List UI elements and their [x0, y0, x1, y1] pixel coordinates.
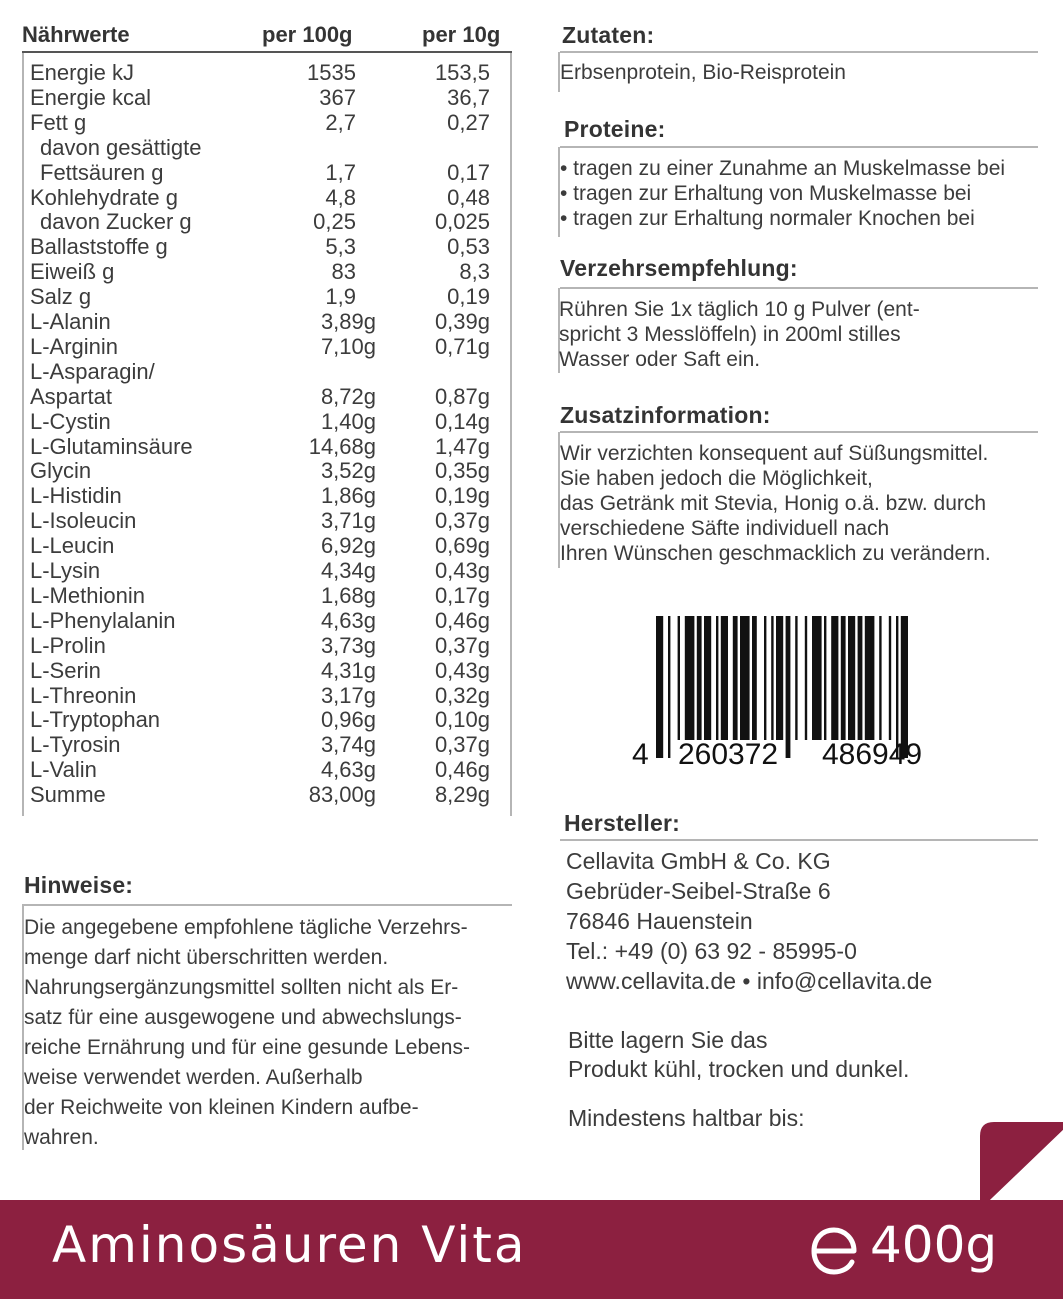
zusatz-rule	[560, 431, 1038, 433]
zusatz-line: verschiedene Säfte individuell nach	[560, 517, 890, 540]
nutrient-name: Salz g	[30, 284, 92, 310]
nutrition-header-per10: per 10g	[422, 22, 501, 47]
value-per-10g: 0,46g	[434, 757, 490, 783]
net-weight: 400g	[870, 1216, 998, 1274]
value-per-100g: 1535	[307, 60, 356, 85]
nutrient-name: Energie kJ	[30, 60, 134, 85]
nutrient-name: L-Leucin	[30, 533, 115, 559]
hinweise-line: weise verwendet werden. Außerhalb	[24, 1066, 363, 1089]
value-per-10g: 1,47g	[434, 433, 490, 459]
nutrient-name: L-Tyrosin	[30, 732, 121, 758]
nutrition-row	[22, 608, 512, 633]
barcode-bar	[896, 616, 898, 758]
value-per-10g: 153,5	[434, 60, 490, 85]
nutrition-row	[22, 384, 512, 409]
value-per-10g: 0,37g	[434, 508, 490, 534]
hinweise-rule	[22, 904, 512, 906]
value-per-100g: 1,86g	[320, 483, 376, 509]
barcode-bar	[841, 616, 846, 740]
value-per-100g: 0,96g	[320, 707, 376, 733]
nutrition-row	[22, 135, 512, 160]
storage-line: Bitte lagern Sie das	[568, 1027, 768, 1053]
hersteller-city: 76846 Hauenstein	[566, 908, 753, 934]
nutrition-row	[22, 782, 512, 807]
barcode-bar	[824, 616, 826, 740]
nutrient-name: L-Alanin	[30, 309, 111, 334]
hersteller-street: Gebrüder-Seibel-Straße 6	[566, 878, 831, 904]
nutrient-name: Kohlehydrate g	[30, 184, 178, 210]
value-per-100g: 1,40g	[320, 408, 376, 434]
hinweise-line: der Reichweite von kleinen Kindern aufbe-	[24, 1096, 419, 1119]
nutrient-name: L-Isoleucin	[30, 508, 137, 534]
value-per-10g: 0,17g	[434, 582, 490, 608]
value-per-100g: 3,89g	[320, 309, 376, 334]
hersteller-rule	[560, 839, 1038, 841]
barcode-bar	[889, 616, 891, 740]
footer-banner	[0, 1200, 1063, 1299]
value-per-100g: 1,68g	[320, 582, 376, 608]
value-per-10g: 0,87g	[434, 383, 490, 409]
value-per-10g: 0,025	[434, 209, 490, 235]
value-per-10g: 0,27	[447, 109, 490, 135]
verzehr-line: Wasser oder Saft ein.	[559, 348, 761, 371]
barcode-bar	[668, 616, 670, 758]
value-per-100g: 14,68g	[308, 433, 376, 459]
barcode-bar	[740, 616, 750, 740]
value-per-100g: 3,71g	[320, 508, 376, 534]
barcode-bar	[764, 616, 766, 740]
hinweise-line: wahren.	[24, 1126, 99, 1149]
barcode-bar	[848, 616, 855, 740]
barcode-bar	[795, 616, 797, 740]
nutrition-left-border	[22, 53, 24, 816]
nutrition-row	[22, 533, 512, 558]
nutrition-row	[22, 85, 512, 110]
hinweise-line: reiche Ernährung und für eine gesunde Lebens-	[24, 1036, 470, 1059]
value-per-100g: 5,3	[325, 234, 356, 260]
verzehr-rule	[560, 287, 1038, 289]
nutrition-row	[22, 309, 512, 334]
nutrient-name: Ballaststoffe g	[30, 234, 168, 260]
hersteller-web: www.cellavita.de • info@cellavita.de	[566, 968, 933, 994]
value-per-10g: 0,10g	[434, 707, 490, 733]
nutrition-row	[22, 458, 512, 483]
barcode-bar	[858, 616, 863, 740]
value-per-10g: 8,3	[459, 259, 490, 285]
nutrition-row	[22, 707, 512, 732]
nutrition-right-border	[510, 53, 512, 816]
value-per-10g: 0,14g	[434, 408, 490, 434]
nutrient-name: L-Valin	[30, 757, 97, 783]
barcode-bar	[656, 616, 663, 758]
nutrition-row	[22, 434, 512, 459]
value-per-100g: 8,72g	[320, 383, 376, 409]
nutrition-header-rule	[22, 51, 512, 53]
nutrient-name: Fettsäuren g	[40, 159, 164, 185]
nutrition-header-per100: per 100g	[262, 22, 353, 47]
value-per-100g: 4,31g	[320, 657, 376, 683]
nutrient-name: Glycin	[30, 458, 92, 484]
value-per-10g: 0,46g	[434, 607, 490, 633]
value-per-100g: 3,17g	[320, 682, 376, 708]
value-per-100g: 0,25	[313, 209, 356, 235]
zusatz-line: Ihren Wünschen geschmacklich zu verändern.	[560, 542, 991, 565]
nutrient-name: davon gesättigte	[40, 134, 202, 160]
nutrition-row	[22, 732, 512, 757]
zusatz-line: Sie haben jedoch die Möglichkeit,	[560, 467, 873, 490]
nutrition-row	[22, 209, 512, 234]
barcode-bar	[733, 616, 738, 740]
value-per-10g: 0,32g	[434, 682, 490, 708]
nutrient-name: L-Methionin	[30, 582, 145, 608]
value-per-100g: 4,63g	[320, 607, 376, 633]
nutrient-name: L-Histidin	[30, 483, 122, 509]
zutaten-text: Erbsenprotein, Bio-Reisprotein	[560, 61, 846, 84]
proteine-heading: Proteine:	[564, 116, 666, 142]
nutrient-name: L-Phenylalanin	[30, 607, 176, 633]
nutrient-name: L-Arginin	[30, 333, 119, 359]
barcode-bar	[879, 616, 881, 740]
value-per-100g: 1,9	[325, 284, 356, 310]
nutrition-row	[22, 508, 512, 533]
value-per-10g: 0,37g	[434, 632, 490, 658]
nutrient-name: L-Threonin	[30, 682, 137, 708]
nutrition-row	[22, 359, 512, 384]
proteine-item: • tragen zur Erhaltung normaler Knochen bei	[560, 207, 975, 230]
value-per-10g: 0,19	[447, 284, 490, 310]
nutrient-name: L-Serin	[30, 657, 101, 683]
value-per-10g: 0,19g	[434, 483, 490, 509]
barcode-bar	[831, 616, 838, 740]
value-per-10g: 0,43g	[434, 558, 490, 583]
zusatz-line: das Getränk mit Stevia, Honig o.ä. bzw. durch	[560, 492, 987, 515]
barcode-bar	[697, 616, 702, 740]
verzehr-line: Rühren Sie 1x täglich 10 g Pulver (ent-	[559, 298, 920, 321]
verzehr-line: spricht 3 Messlöffeln) in 200ml stilles	[559, 323, 901, 346]
hinweise-line: Nahrungsergänzungsmittel sollten nicht als Er-	[24, 976, 459, 999]
nutrient-name: davon Zucker g	[40, 209, 192, 235]
nutrition-row	[22, 259, 512, 284]
barcode-bar	[812, 616, 822, 740]
barcode-bar	[752, 616, 757, 740]
value-per-10g: 0,43g	[434, 657, 490, 683]
nutrition-row	[22, 658, 512, 683]
value-per-100g: 3,74g	[320, 732, 376, 758]
value-per-10g: 36,7	[447, 84, 490, 110]
hinweise-line: Die angegebene empfohlene tägliche Verzehrs-	[24, 916, 468, 939]
hinweise-line: satz für eine ausgewogene und abwechslungs-	[24, 1006, 462, 1029]
value-per-100g: 2,7	[325, 109, 356, 135]
hersteller-company: Cellavita GmbH & Co. KG	[566, 848, 831, 874]
nutrition-row	[22, 60, 512, 85]
barcode-bar	[805, 616, 807, 740]
hinweise-text	[24, 913, 470, 1153]
nutrient-name: L-Asparagin/	[30, 358, 155, 384]
barcode-bar	[771, 616, 773, 740]
nutrient-name: L-Glutaminsäure	[30, 433, 193, 459]
barcode-bar	[865, 616, 875, 740]
nutrition-row	[22, 483, 512, 508]
value-per-100g: 3,73g	[320, 632, 376, 658]
estimated-sign-icon	[808, 1226, 860, 1276]
value-per-100g: 4,8	[325, 184, 356, 210]
value-per-100g: 7,10g	[320, 333, 376, 359]
value-per-100g: 367	[319, 84, 356, 110]
value-per-100g: 6,92g	[320, 533, 376, 559]
nutrient-name: L-Tryptophan	[30, 707, 161, 733]
barcode-bar	[716, 616, 718, 740]
value-per-10g: 0,35g	[434, 458, 490, 484]
nutrition-row	[22, 234, 512, 259]
barcode	[628, 612, 948, 772]
zusatz-heading: Zusatzinformation:	[560, 402, 771, 428]
nutrient-name: Aspartat	[30, 383, 112, 409]
proteine-item: • tragen zu einer Zunahme an Muskelmasse bei	[560, 157, 1006, 180]
nutrition-row	[22, 409, 512, 434]
value-per-10g: 0,39g	[434, 309, 490, 334]
nutrient-name: Summe	[30, 782, 106, 808]
zusatz-text	[560, 441, 991, 566]
value-per-100g: 4,63g	[320, 757, 376, 783]
nutrition-row	[22, 334, 512, 359]
nutrition-row	[22, 558, 512, 583]
value-per-100g: 4,34g	[320, 558, 376, 583]
nutrient-name: L-Lysin	[30, 558, 101, 583]
verzehr-heading: Verzehrsempfehlung:	[560, 255, 798, 281]
barcode-digits-left: 260372	[678, 738, 779, 771]
proteine-item: • tragen zur Erhaltung von Muskelmasse bei	[560, 182, 972, 205]
proteine-rule	[560, 146, 1038, 148]
nutrition-row	[22, 633, 512, 658]
best-before: Mindestens haltbar bis:	[568, 1105, 805, 1131]
barcode-bar	[678, 616, 680, 740]
value-per-10g: 0,37g	[434, 732, 490, 758]
nutrition-header-label: Nährwerte	[22, 22, 130, 47]
proteine-list	[560, 156, 1005, 231]
barcode-bar	[704, 616, 711, 740]
value-per-100g: 3,52g	[320, 458, 376, 484]
hersteller-address	[566, 846, 932, 996]
nutrition-row	[22, 160, 512, 185]
zutaten-rule	[560, 51, 1038, 53]
storage-line: Produkt kühl, trocken und dunkel.	[568, 1056, 910, 1082]
nutrient-name: Energie kcal	[30, 84, 152, 110]
verzehr-text	[559, 297, 920, 372]
barcode-bar	[901, 616, 908, 758]
nutrition-row	[22, 284, 512, 309]
zusatz-line: Wir verzichten konsequent auf Süßungsmittel.	[560, 442, 989, 465]
storage-note	[568, 1026, 909, 1084]
hinweise-heading: Hinweise:	[24, 872, 134, 898]
barcode-bar	[721, 616, 728, 740]
corner-decoration	[980, 1122, 1063, 1200]
barcode-bar	[685, 616, 695, 740]
hinweise-line: menge darf nicht überschritten werden.	[24, 946, 389, 969]
zutaten-heading: Zutaten:	[562, 22, 655, 48]
value-per-100g: 1,7	[325, 159, 356, 185]
nutrient-name: L-Cystin	[30, 408, 111, 434]
hersteller-phone: Tel.: +49 (0) 63 92 - 85995-0	[566, 938, 857, 964]
value-per-10g: 0,71g	[434, 333, 490, 359]
value-per-100g: 83,00g	[308, 782, 376, 808]
value-per-10g: 8,29g	[434, 782, 490, 808]
nutrient-name: Fett g	[30, 109, 87, 135]
value-per-100g: 83	[331, 259, 356, 285]
nutrition-row	[22, 185, 512, 210]
value-per-10g: 0,17	[447, 159, 490, 185]
nutrition-row	[22, 110, 512, 135]
nutrition-row	[22, 683, 512, 708]
value-per-10g: 0,69g	[434, 533, 490, 559]
barcode-digit-first: 4	[632, 738, 649, 771]
nutrient-name: L-Prolin	[30, 632, 106, 658]
barcode-digits-right: 486949	[822, 738, 923, 771]
product-title: Aminosäuren Vita	[52, 1216, 527, 1274]
barcode-bar	[786, 616, 791, 758]
nutrition-row	[22, 583, 512, 608]
barcode-bar	[776, 616, 783, 740]
hersteller-heading: Hersteller:	[564, 810, 680, 836]
nutrition-row	[22, 757, 512, 782]
value-per-10g: 0,53	[447, 234, 490, 260]
value-per-10g: 0,48	[447, 184, 490, 210]
nutrient-name: Eiweiß g	[30, 259, 115, 285]
